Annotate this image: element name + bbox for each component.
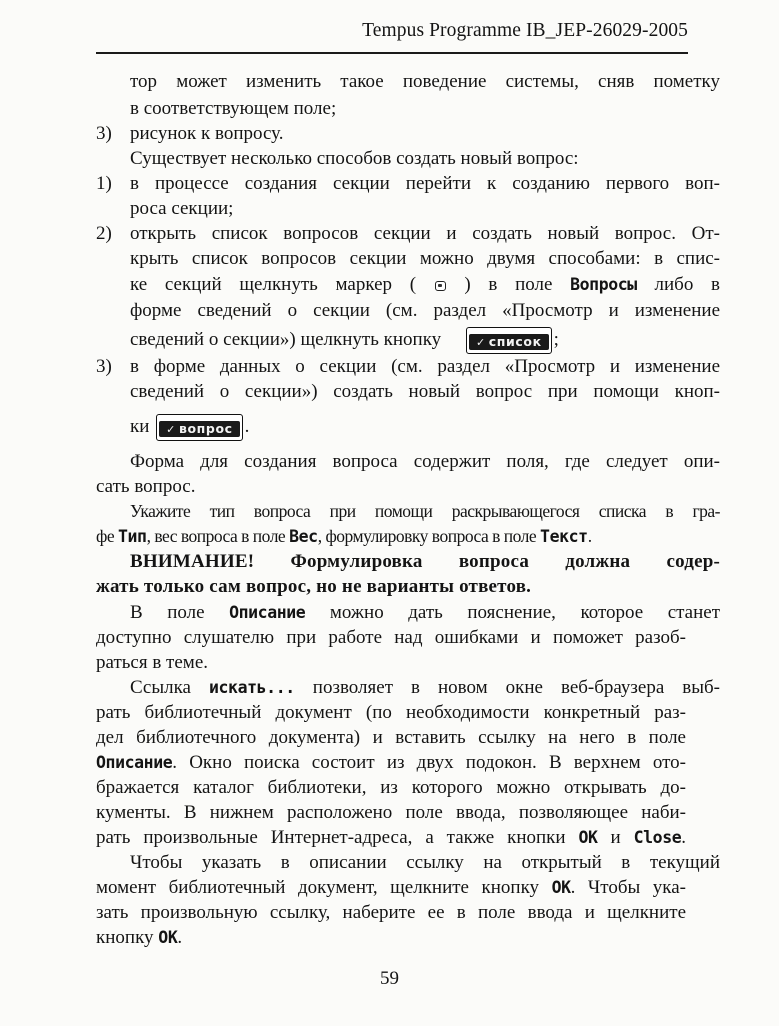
text-span: рисунок к вопросу. <box>130 123 284 144</box>
text-line <box>96 726 686 749</box>
text-span: открыть список вопросов секции и создать новый вопрос. От- <box>130 223 720 244</box>
text-line <box>96 273 720 296</box>
text-line <box>96 97 720 120</box>
search-link[interactable]: искать... <box>208 678 295 697</box>
field-name-type: Тип <box>117 527 147 546</box>
text-span: тор может изменить такое поведение системы, сняв пометку <box>130 71 720 92</box>
text-span: можно дать пояснение, которое станет <box>329 602 721 623</box>
text-span: позволяет в новом окне веб-браузера выб- <box>312 677 720 698</box>
text-span: фе <box>96 526 115 546</box>
text-line <box>96 414 720 441</box>
field-name-weight: Вес <box>289 527 318 546</box>
text-line <box>96 197 720 220</box>
list-number: 1) <box>96 173 112 194</box>
text-line <box>96 901 686 924</box>
ok-button-name: OK <box>158 928 178 947</box>
text-span: , вес вопроса в поле <box>146 526 286 546</box>
close-button-name: Close <box>633 828 682 847</box>
list-button[interactable] <box>466 327 552 354</box>
text-line <box>96 70 720 93</box>
field-name-description: Описание <box>96 753 173 772</box>
text-line <box>96 601 720 624</box>
question-button-label: вопрос <box>178 421 233 436</box>
text-line <box>96 380 720 403</box>
text-span: роса секции; <box>130 198 234 219</box>
text-line <box>96 626 686 649</box>
text-span: крыть список вопросов секции можно двумя способами: в спис- <box>130 248 720 269</box>
text-line <box>96 751 686 774</box>
header-rule <box>96 52 688 54</box>
list-item <box>96 172 720 195</box>
text-span: зать произвольную ссылку, наберите ее в поле ввода и щелкните <box>96 902 686 923</box>
text-line <box>96 851 720 874</box>
text-line <box>96 247 720 270</box>
list-number: 3) <box>96 123 112 144</box>
text-line <box>96 299 720 322</box>
text-line <box>96 327 720 354</box>
ok-button-name: OK <box>551 878 571 897</box>
text-span: . <box>681 827 687 848</box>
text-span: В поле <box>130 602 205 623</box>
running-header: Tempus Programme IB_JEP-26029-2005 <box>362 20 688 41</box>
text-span: . <box>177 927 183 948</box>
text-line <box>96 475 686 498</box>
text-span: Укажите тип вопроса при помощи раскрывающегося списка в гра- <box>130 501 720 521</box>
text-span: Форма для создания вопроса содержит поля, где следует опи- <box>130 451 720 472</box>
field-name-questions: Вопросы <box>570 275 637 294</box>
text-line <box>96 500 720 523</box>
text-span: ) в поле <box>464 274 553 295</box>
warning-text: жать только сам вопрос, но не варианты ответов. <box>96 576 532 597</box>
text-line <box>96 776 686 799</box>
list-item <box>96 122 720 145</box>
text-line <box>96 826 686 849</box>
list-number: 3) <box>96 356 112 377</box>
text-line <box>96 676 720 699</box>
text-line <box>96 926 686 949</box>
text-span: сведений о секции») создать новый вопрос при помощи кноп- <box>130 381 720 402</box>
text-span: ; <box>553 328 559 350</box>
text-line <box>96 801 686 824</box>
text-span: раться в теме. <box>96 652 208 673</box>
text-span: в процессе создания секции перейти к созданию первого воп- <box>130 173 720 194</box>
text-span: . Чтобы ука- <box>570 877 686 898</box>
text-span: Чтобы указать в описании ссылку на открытый в текущий <box>130 852 720 873</box>
text-span: . <box>244 415 250 437</box>
text-span: в соответствующем поле; <box>130 98 337 119</box>
text-span: сведений о секции») щелкнуть кнопку <box>130 328 442 350</box>
field-name-description: Описание <box>229 603 306 622</box>
text-span: и <box>610 827 621 848</box>
list-number: 2) <box>96 223 112 244</box>
warning-text: ВНИМАНИЕ! Формулировка вопроса должна содер- <box>130 551 720 572</box>
text-span: . <box>587 526 592 546</box>
checkmark-icon: ✓ <box>475 336 486 349</box>
warning-line <box>96 575 686 598</box>
text-line <box>96 876 686 899</box>
list-item <box>96 222 720 245</box>
text-span: момент библиотечный документ, щелкните кнопку <box>96 877 540 898</box>
field-name-text: Текст <box>540 527 588 546</box>
text-span: ки <box>130 415 150 437</box>
text-span: кнопку <box>96 927 154 948</box>
text-line <box>96 651 686 674</box>
marker-icon <box>435 281 446 291</box>
text-span: , формулировку вопроса в поле <box>317 526 537 546</box>
text-span: ке секций щелкнуть маркер ( <box>130 274 417 295</box>
text-line <box>96 450 720 473</box>
text-line <box>96 525 686 548</box>
question-button[interactable] <box>156 414 243 441</box>
ok-button-name: OK <box>578 828 598 847</box>
checkmark-icon: ✓ <box>166 423 176 436</box>
list-button-label: список <box>488 334 542 349</box>
text-span: либо в <box>654 274 721 295</box>
text-span: доступно слушателю при работе над ошибками и поможет разоб- <box>96 627 686 648</box>
text-span: рать библиотечный документ (по необходимости конкретный раз- <box>96 702 686 723</box>
text-span: форме сведений о секции (см. раздел «Просмотр и изменение <box>130 300 720 321</box>
text-span: рать произвольные Интернет-адреса, а также кнопки <box>96 827 566 848</box>
list-item <box>96 355 720 378</box>
text-span: сать вопрос. <box>96 476 196 497</box>
text-line <box>96 147 720 170</box>
text-span: . Окно поиска состоит из двух подокон. В верхнем ото- <box>172 752 686 773</box>
text-span: бражается каталог библиотеки, из которого можно открывать до- <box>96 777 686 798</box>
text-line <box>96 701 686 724</box>
text-span: дел библиотечного документа) и вставить ссылку на него в поле <box>96 727 686 748</box>
page-number: 59 <box>380 968 399 989</box>
text-span: в форме данных о секции (см. раздел «Просмотр и изменение <box>130 356 720 377</box>
text-span: кументы. В нижнем расположено поле ввода, позволяющее наби- <box>96 802 686 823</box>
warning-line <box>96 550 720 573</box>
text-span: Ссылка <box>130 677 191 698</box>
text-span: Существует несколько способов создать новый вопрос: <box>130 148 579 169</box>
